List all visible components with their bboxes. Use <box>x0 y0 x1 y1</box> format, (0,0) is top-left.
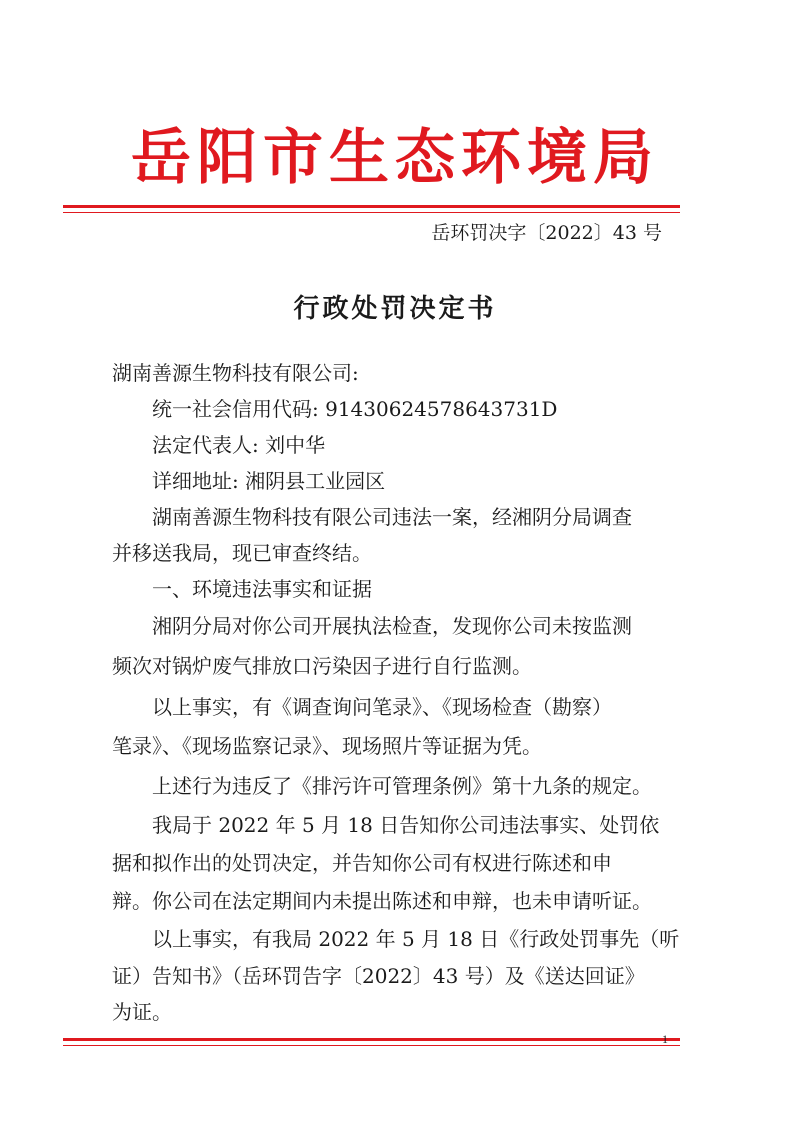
body-line: 湖南善源生物科技有限公司违法一案，经湘阴分局调查 <box>152 505 632 529</box>
header-red-rule-thin <box>63 212 680 213</box>
body-line: 以上事实，有《调查询问笔录》、《现场检查（勘察） <box>152 695 612 719</box>
footer-red-rule-thick <box>63 1038 680 1041</box>
body-line: 频次对锅炉废气排放口污染因子进行自行监测。 <box>112 654 532 678</box>
body-line: 上述行为违反了《排污许可管理条例》第十九条的规定。 <box>152 774 652 798</box>
document-number: 岳环罚决字〔2022〕43 号 <box>431 222 662 244</box>
credit-code-line: 统一社会信用代码: 91430624578643731D <box>152 397 558 421</box>
header-red-rule-thick <box>63 205 680 208</box>
footer-red-rule-thin <box>63 1045 680 1046</box>
body-line: 我局于 2022 年 5 月 18 日告知你公司违法事实、处罚依 <box>152 813 660 837</box>
body-line: 据和拟作出的处罚决定，并告知你公司有权进行陈述和申 <box>112 851 612 875</box>
body-line: 并移送我局，现已审查终结。 <box>112 541 372 565</box>
body-line: 湘阴分局对你公司开展执法检查，发现你公司未按监测 <box>152 614 632 638</box>
body-line: 笔录》、《现场监察记录》、现场照片等证据为凭。 <box>112 734 542 758</box>
agency-header: 岳阳市生态环境局 <box>131 123 659 193</box>
section-heading: 一、环境违法事实和证据 <box>152 577 372 601</box>
legal-rep-line: 法定代表人: 刘中华 <box>152 433 326 457</box>
body-line: 证）告知书》（岳环罚告字〔2022〕43 号）及《送达回证》 <box>112 964 645 988</box>
page-number: 1 <box>662 1032 668 1046</box>
addressee: 湖南善源生物科技有限公司: <box>112 361 359 385</box>
body-line: 为证。 <box>112 1000 172 1024</box>
body-line: 以上事实，有我局 2022 年 5 月 18 日《行政处罚事先（听 <box>152 927 680 951</box>
address-line: 详细地址: 湘阴县工业园区 <box>152 469 386 493</box>
body-line: 辩。你公司在法定期间内未提出陈述和申辩，也未申请听证。 <box>112 889 652 913</box>
document-title: 行政处罚决定书 <box>293 294 497 324</box>
